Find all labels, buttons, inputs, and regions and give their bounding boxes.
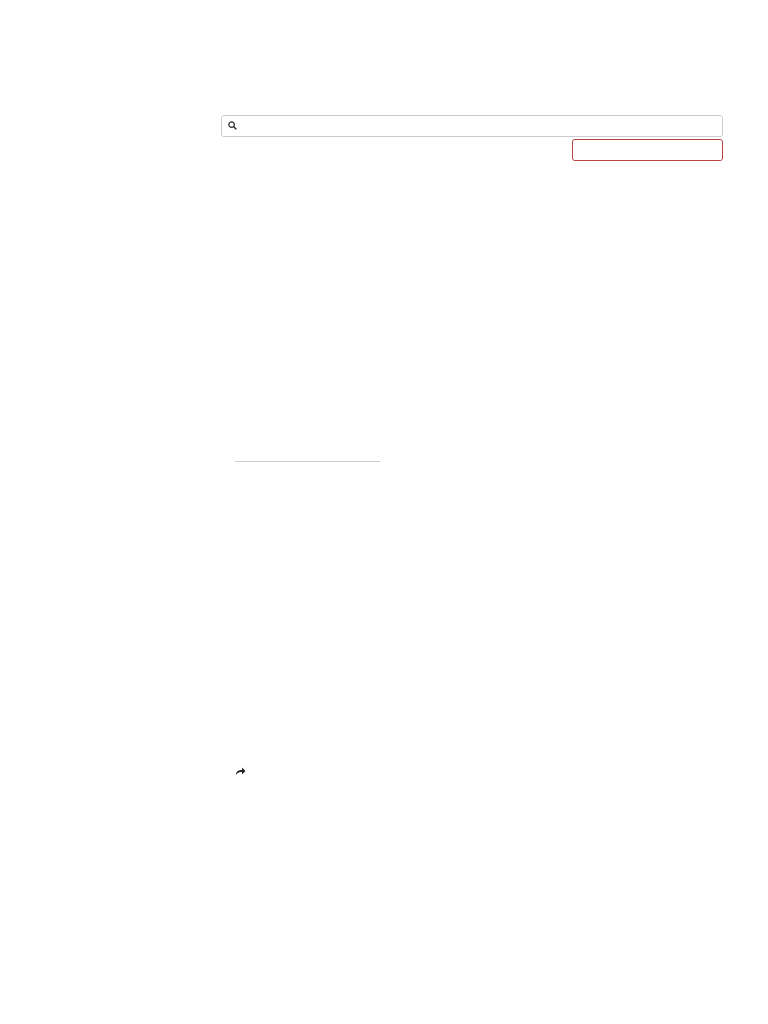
- search-input[interactable]: [244, 118, 708, 136]
- rendered-example: [274, 618, 574, 635]
- suggest-document-button[interactable]: [572, 139, 723, 161]
- open-example-link[interactable]: [235, 764, 745, 781]
- search-icon: [228, 121, 237, 130]
- search-box[interactable]: [221, 115, 723, 137]
- share-arrow-icon: [235, 767, 246, 776]
- divider: [235, 461, 380, 462]
